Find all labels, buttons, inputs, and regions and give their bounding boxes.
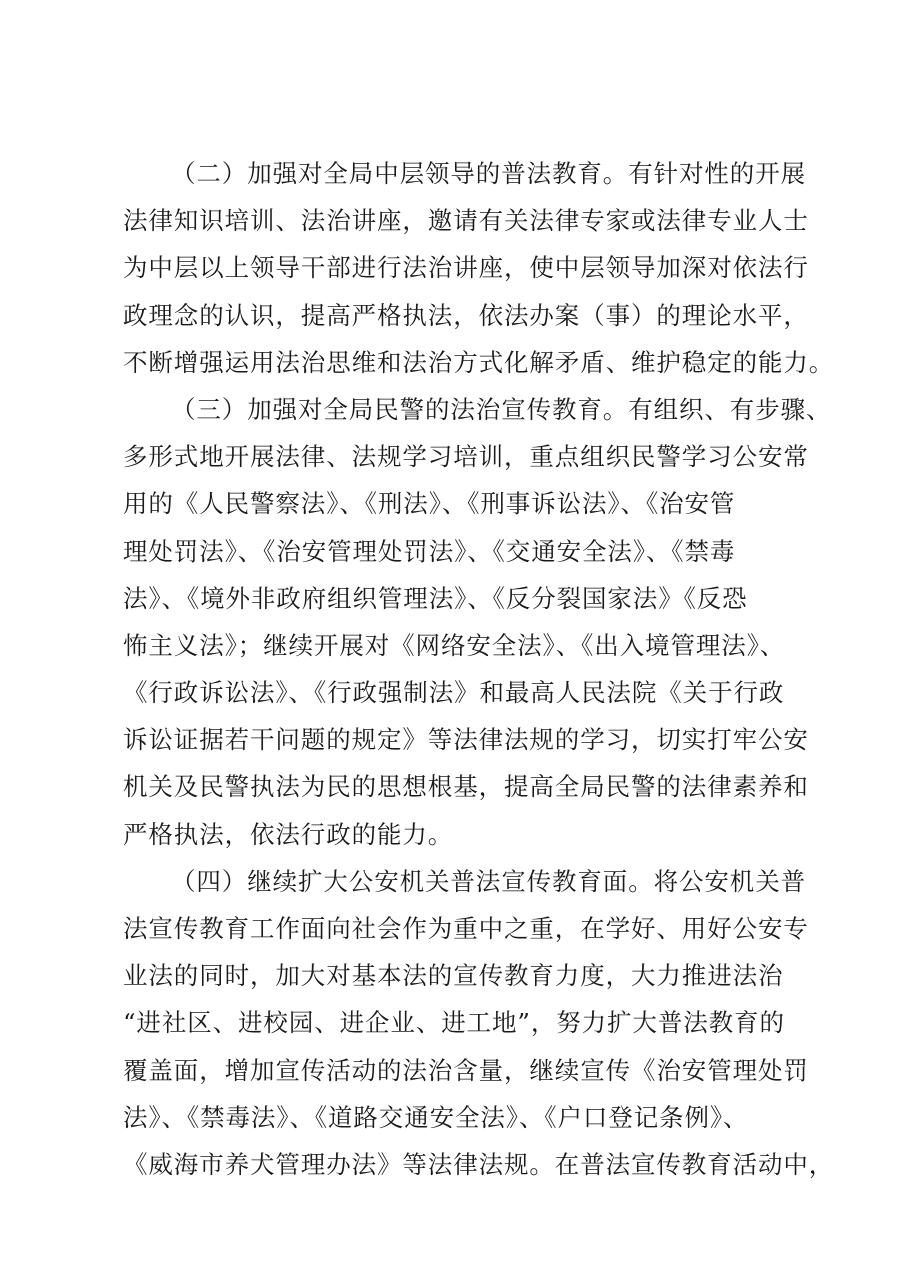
paragraph-line: 法宣传教育工作面向社会作为重中之重，在学好、用好公安专: [123, 914, 809, 943]
paragraph-3: [123, 386, 832, 858]
paragraph-line: “进社区、进校园、进企业、进工地”，努力扩大普法教育的: [123, 1008, 785, 1038]
paragraph-line: 政理念的认识，提高严格执法，依法办案（事）的理论水平，: [123, 300, 809, 330]
paragraph-line: 理处罚法》、《治安管理处罚法》、《交通安全法》、《禁毒: [123, 536, 736, 566]
paragraph-line: 用的《人民警察法》、《刑法》、《刑事诉讼法》、《治安管: [123, 489, 736, 519]
paragraph-line: 怖主义法》；继续开展对《网络安全法》、《出入境管理法》、: [123, 630, 786, 660]
paragraph-line: 业法的同时，加大对基本法的宣传教育力度，大力推进法治: [123, 961, 784, 991]
paragraph-2: [123, 150, 835, 386]
paragraph-4: [123, 858, 835, 1188]
paragraph-line: 《威海市养犬管理办法》等法律法规。在普法宣传教育活动中，: [123, 1149, 835, 1179]
paragraph-line: 诉讼证据若干问题的规定》等法律法规的学习，切实打牢公安: [123, 725, 809, 755]
paragraph-line: 法》、《境外非政府组织管理法》、《反分裂国家法》《反恐: [123, 583, 748, 613]
document-body: [123, 150, 835, 1188]
paragraph-line: 《行政诉讼法》、《行政强制法》和最高人民法院《关于行政: [123, 678, 785, 708]
paragraph-line: 为中层以上领导干部进行法治讲座，使中层领导加深对依法行: [123, 253, 809, 283]
paragraph-line: （二）加强对全局中层领导的普法教育。有针对性的开展: [171, 159, 806, 188]
paragraph-line: 法》、《禁毒法》、《道路交通安全法》、《户口登记条例》、: [123, 1102, 749, 1132]
paragraph-line: 覆盖面，增加宣传活动的法治含量，继续宣传《治安管理处罚: [123, 1055, 809, 1085]
paragraph-line: 机关及民警执法为民的思想根基，提高全局民警的法律素养和: [123, 772, 809, 802]
paragraph-line: （四）继续扩大公安机关普法宣传教育面。将公安机关普: [171, 866, 806, 896]
paragraph-line: （三）加强对全局民警的法治宣传教育。有组织、有步骤、: [171, 394, 832, 424]
paragraph-line: 多形式地开展法律、法规学习培训，重点组织民警学习公安常: [123, 442, 809, 472]
paragraph-line: 不断增强运用法治思维和法治方式化解矛盾、维护稳定的能力。: [123, 347, 835, 377]
paragraph-line: 严格执法，依法行政的能力。: [123, 819, 454, 849]
paragraph-line: 法律知识培训、法治讲座，邀请有关法律专家或法律专业人士: [123, 206, 809, 236]
